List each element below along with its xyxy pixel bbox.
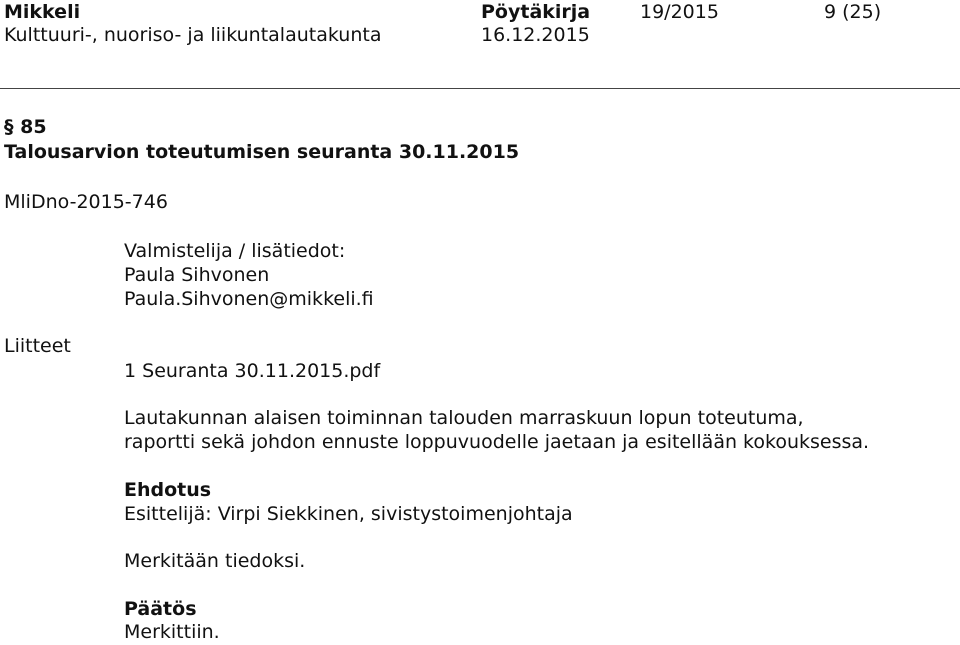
proposal-heading: Ehdotus <box>124 479 212 501</box>
section-title: Talousarvion toteutumisen seuranta 30.11.2015 <box>4 141 520 163</box>
document-type: Pöytäkirja <box>481 1 591 23</box>
preparer-label: Valmistelija / lisätiedot: <box>124 240 346 262</box>
meeting-date: 16.12.2015 <box>481 24 590 46</box>
attachment-link[interactable]: 1 Seuranta 30.11.2015.pdf <box>124 360 381 382</box>
record-id: MliDno-2015-746 <box>4 191 168 213</box>
body-line-1: Lautakunnan alaisen toiminnan talouden marraskuun lopun toteutuma, <box>124 407 804 429</box>
section-symbol: § <box>4 116 14 138</box>
preparer-email: Paula.Sihvonen@mikkeli.fi <box>124 288 374 310</box>
committee-name: Kulttuuri-, nuoriso- ja liikuntalautakunta <box>4 24 382 46</box>
decision-heading: Päätös <box>124 598 197 620</box>
decision-text: Merkittiin. <box>124 621 220 643</box>
document-number: 19/2015 <box>640 1 719 23</box>
body-line-2: raportti sekä johdon ennuste loppuvuodelle jaetaan ja esitellään kokouksessa. <box>124 431 870 453</box>
proposal-presenter: Esittelijä: Virpi Siekkinen, sivistystoimenjohtaja <box>124 503 573 525</box>
proposal-text: Merkitään tiedoksi. <box>124 550 306 572</box>
attachments-label: Liitteet <box>4 335 71 357</box>
section-number-value: 85 <box>20 116 47 138</box>
section-number <box>4 114 47 140</box>
page-number: 9 (25) <box>824 1 882 23</box>
preparer-name: Paula Sihvonen <box>124 264 270 286</box>
header-divider <box>0 88 960 89</box>
organization-name: Mikkeli <box>4 1 81 23</box>
